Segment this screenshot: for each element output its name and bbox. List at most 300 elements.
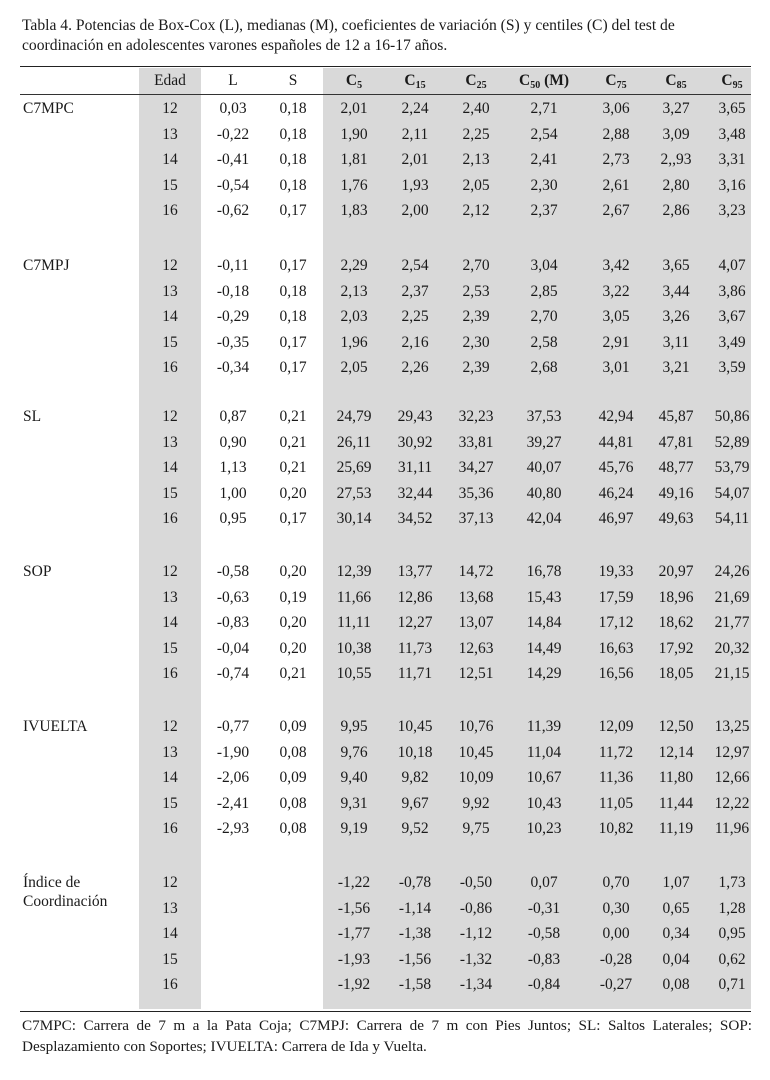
table-cell: 2,58 <box>530 333 558 351</box>
table-cell: 0,20 <box>279 563 307 580</box>
table-cell: 0,95 <box>219 510 247 527</box>
table-cell: -0,86 <box>459 899 493 917</box>
table-cell: 26,11 <box>336 433 372 451</box>
table-cell: 0,21 <box>279 408 307 425</box>
table-cell: 1,07 <box>662 874 690 891</box>
table-cell: 17,12 <box>598 614 634 631</box>
table-cell: 14,72 <box>458 563 494 580</box>
table-cell: -0,41 <box>216 151 250 168</box>
table-cell: 2,73 <box>602 151 630 168</box>
table-cell: 2,12 <box>462 202 490 219</box>
table-cell: 10,67 <box>526 769 562 786</box>
table-cell: -0,58 <box>527 925 561 942</box>
header-edad: Edad <box>154 72 186 89</box>
table-cell: 2,71 <box>530 100 558 117</box>
table-cell: 0,08 <box>279 820 307 837</box>
table-cell: 0,03 <box>219 100 247 117</box>
table-cell: 54,07 <box>714 484 750 502</box>
table-cell: -1,56 <box>337 899 371 917</box>
table-cell: 15 <box>162 176 178 194</box>
table-cell: 2,53 <box>462 282 490 300</box>
table-cell: -0,62 <box>216 202 250 219</box>
table-cell: 12,63 <box>458 639 494 657</box>
table-cell: 21,69 <box>714 588 750 606</box>
table-cell: 12,66 <box>714 769 750 786</box>
table-cell: -0,74 <box>216 665 250 682</box>
table-cell: 0,17 <box>279 510 307 527</box>
table-cell: -0,83 <box>527 950 561 968</box>
table-cell: 3,04 <box>530 257 558 274</box>
table-cell: 34,27 <box>458 459 494 476</box>
header-c25: $C_{25}$ <box>465 72 487 91</box>
table-cell: 2,11 <box>401 125 429 143</box>
table-cell: 14 <box>162 459 178 476</box>
table-cell: 2,70 <box>530 308 558 325</box>
table-cell: 13 <box>162 899 178 917</box>
table-cell: 16,56 <box>598 665 634 682</box>
table-cell: 32,44 <box>397 484 433 502</box>
table-cell: 3,09 <box>662 125 690 143</box>
table-cell: 48,77 <box>658 459 694 476</box>
table-cell: 0,19 <box>279 588 307 606</box>
table-cell: 17,59 <box>598 588 634 606</box>
table-cell: 34,52 <box>397 510 433 527</box>
table-cell: 17,92 <box>658 639 694 657</box>
table-cell: 0,04 <box>662 950 690 968</box>
header-c5: $C_5$ <box>345 72 363 91</box>
table-cell: 0,20 <box>279 614 307 631</box>
table-cell: -0,78 <box>398 874 432 891</box>
table-cell: 14,49 <box>526 639 562 657</box>
table-cell: 33,81 <box>458 433 494 451</box>
table-cell: 32,23 <box>458 408 494 425</box>
table-cell: 16 <box>162 359 178 376</box>
table-cell: 21,77 <box>714 614 750 631</box>
table-cell: 3,59 <box>718 359 746 376</box>
table-cell: 2,25 <box>462 125 490 143</box>
table-cell: 0,18 <box>279 151 307 168</box>
table-cell: 37,13 <box>458 510 494 527</box>
table-cell: 14 <box>162 151 178 168</box>
header-c85: $C_{85}$ <box>665 72 687 91</box>
table-cell: 2,05 <box>462 176 490 194</box>
table-cell: 0,62 <box>718 950 746 968</box>
table-cell: 15 <box>162 794 178 812</box>
table-cell: 2,41 <box>530 151 558 168</box>
table-cell: 3,05 <box>602 308 630 325</box>
table-cell: 3,31 <box>718 151 746 168</box>
table-cell: 3,44 <box>662 282 690 300</box>
table-cell: 0,71 <box>718 976 746 993</box>
header-c50: $C_{50}$ (M) <box>518 72 570 91</box>
table-cell: 3,16 <box>718 176 746 194</box>
table-cell: 18,62 <box>658 614 694 631</box>
table-cell: 9,19 <box>340 820 368 837</box>
table-cell: 12,97 <box>714 743 750 761</box>
table-cell: 2,54 <box>530 125 558 143</box>
table-cell: 0,87 <box>219 408 247 425</box>
table-cell: 2,16 <box>401 333 429 351</box>
table-cell: 2,86 <box>662 202 690 219</box>
table-cell: 2,03 <box>340 308 368 325</box>
table-cell: -1,56 <box>398 950 432 968</box>
table-cell: 2,39 <box>462 359 490 376</box>
table-cell: 21,15 <box>714 665 750 682</box>
table-cell: -0,58 <box>216 563 250 580</box>
table-cell: 1,93 <box>401 176 429 194</box>
table-cell: 40,07 <box>526 459 562 476</box>
table-cell: 0,07 <box>530 874 558 891</box>
table-cell: 18,96 <box>658 588 694 606</box>
table-cell: 30,14 <box>336 510 372 527</box>
table-cell: 2,01 <box>401 151 429 168</box>
table-cell: 11,36 <box>598 769 634 786</box>
header-c75: $C_{75}$ <box>605 72 627 91</box>
table-cell: -1,12 <box>459 925 493 942</box>
table-cell: 12 <box>162 257 178 274</box>
table-cell: 11,73 <box>397 639 433 657</box>
table-cell: 10,45 <box>397 718 433 735</box>
data-table <box>20 66 751 1012</box>
table-cell: -1,93 <box>337 950 371 968</box>
table-cell: 2,80 <box>662 176 690 194</box>
table-cell: 14 <box>162 769 178 786</box>
table-cell: 3,27 <box>662 100 690 117</box>
table-cell: 0,34 <box>662 925 690 942</box>
table-cell: 0,08 <box>279 743 307 761</box>
table-cell: 0,17 <box>279 257 307 274</box>
table-cell: 2,25 <box>401 308 429 325</box>
table-cell: 3,06 <box>602 100 630 117</box>
table-cell: 12,14 <box>658 743 694 761</box>
table-cell: -0,84 <box>527 976 561 993</box>
table-cell: 4,07 <box>718 257 746 274</box>
table-cell: 2,37 <box>530 202 558 219</box>
table-cell: 15 <box>162 484 178 502</box>
table-cell: -1,32 <box>459 950 493 968</box>
table-cell: 11,80 <box>658 769 694 786</box>
table-cell: 3,65 <box>718 100 746 117</box>
table-cell: 52,89 <box>714 433 750 451</box>
table-cell: 0,17 <box>279 333 307 351</box>
table-cell: 0,65 <box>662 899 690 917</box>
table-cell: 11,11 <box>337 614 371 631</box>
table-cell: 30,92 <box>397 433 433 451</box>
table-cell: 40,80 <box>526 484 562 502</box>
table-cell: 2,67 <box>602 202 630 219</box>
table-cell: -1,14 <box>398 899 432 917</box>
table-cell: 18,05 <box>658 665 694 682</box>
table-cell: 9,76 <box>340 743 368 761</box>
table-cell: -1,34 <box>459 976 493 993</box>
table-cell: 13,25 <box>714 718 750 735</box>
table-cell: 27,53 <box>336 484 372 502</box>
table-cell: 45,87 <box>658 408 694 425</box>
table-cell: 1,13 <box>219 459 247 476</box>
table-cell: 15 <box>162 950 178 968</box>
table-cell: 49,16 <box>658 484 694 502</box>
table-cell: 13,68 <box>458 588 494 606</box>
table-cell: 2,26 <box>401 359 429 376</box>
table-cell: 53,79 <box>714 459 750 476</box>
table-cell: 2,00 <box>401 202 429 219</box>
table-cell: 31,11 <box>397 459 433 476</box>
table-cell: 10,76 <box>458 718 494 735</box>
table-cell: 11,96 <box>714 820 750 837</box>
table-cell: 0,18 <box>279 100 307 117</box>
table-cell: 2,91 <box>602 333 630 351</box>
table-cell: 0,00 <box>602 925 630 942</box>
table-cell: 15 <box>162 639 178 657</box>
table-cell: 20,32 <box>714 639 750 657</box>
table-cell: 12,22 <box>714 794 750 812</box>
table-cell: 0,18 <box>279 125 307 143</box>
table-cell: 3,22 <box>602 282 630 300</box>
table-cell: 9,82 <box>401 769 429 786</box>
table-cell: 2,70 <box>462 257 490 274</box>
table-cell: 2,37 <box>401 282 429 300</box>
table-cell: 11,72 <box>598 743 634 761</box>
table-cell: -1,90 <box>216 743 250 761</box>
table-cell: 15,43 <box>526 588 562 606</box>
table-cell: -0,28 <box>599 950 633 968</box>
table-cell: 0,09 <box>279 718 307 735</box>
table-cell: 16 <box>162 202 178 219</box>
table-cell: -1,92 <box>337 976 371 993</box>
table-cell: 14,84 <box>526 614 562 631</box>
table-cell: 13,77 <box>397 563 433 580</box>
table-cell: 12 <box>162 408 178 425</box>
table-cell: 1,00 <box>219 484 247 502</box>
table-cell: 2,54 <box>401 257 429 274</box>
table-cell: -1,58 <box>398 976 432 993</box>
table-cell: 13 <box>162 282 178 300</box>
table-cell: 24,79 <box>336 408 372 425</box>
table-cell: -0,77 <box>216 718 250 735</box>
row-group-label: IVUELTA <box>23 718 88 735</box>
table-cell: -0,63 <box>216 588 250 606</box>
table-cell: -1,38 <box>398 925 432 942</box>
table-cell: 13,07 <box>458 614 494 631</box>
table-cell: 10,45 <box>458 743 494 761</box>
table-cell: 9,92 <box>462 794 490 812</box>
table-cell: 12 <box>162 718 178 735</box>
table-cell: 19,33 <box>598 563 634 580</box>
table-cell: -1,22 <box>337 874 371 891</box>
table-cell: 9,95 <box>340 718 368 735</box>
table-cell: 12 <box>162 100 178 117</box>
table-cell: 1,73 <box>718 874 746 891</box>
table-cell: 0,17 <box>279 202 307 219</box>
table-cell: 2,39 <box>462 308 490 325</box>
table-cell: 11,39 <box>526 718 562 735</box>
row-group-label: C7MPJ <box>23 257 70 274</box>
table-cell: 14 <box>162 925 178 942</box>
table-cell: 13 <box>162 433 178 451</box>
table-cell: 46,97 <box>598 510 634 527</box>
row-group-label: SL <box>23 408 42 425</box>
table-cell: 12,51 <box>458 665 494 682</box>
table-cell: 0,17 <box>279 359 307 376</box>
table-cell: 1,81 <box>340 151 368 168</box>
table-cell: -0,18 <box>216 282 250 300</box>
table-cell: 0,21 <box>279 459 307 476</box>
table-cell: 11,19 <box>658 820 694 837</box>
table-cell: 11,44 <box>658 794 694 812</box>
table-cell: 24,26 <box>714 563 750 580</box>
table-cell: 9,67 <box>401 794 429 812</box>
table-cell: 2,68 <box>530 359 558 376</box>
table-cell: 2,13 <box>340 282 368 300</box>
table-cell: 2,29 <box>340 257 368 274</box>
table-cell: 2,88 <box>602 125 630 143</box>
table-cell: 10,82 <box>598 820 634 837</box>
table-cell: 3,48 <box>718 125 746 143</box>
table-cell: 2,30 <box>462 333 490 351</box>
table-cell: 14 <box>162 614 178 631</box>
table-cell: 37,53 <box>526 408 562 425</box>
table-cell: 10,09 <box>458 769 494 786</box>
table-cell: 12 <box>162 874 178 891</box>
table-cell: 0,70 <box>602 874 630 891</box>
table-cell: 0,20 <box>279 484 307 502</box>
table-cell: 14,29 <box>526 665 562 682</box>
table-cell: 10,38 <box>336 639 372 657</box>
table-cell: 0,18 <box>279 176 307 194</box>
table-cell: 1,96 <box>340 333 368 351</box>
table-cell: 12 <box>162 563 178 580</box>
table-cell: 12,27 <box>397 614 433 631</box>
table-cell: 9,40 <box>340 769 368 786</box>
table-cell: 0,08 <box>279 794 307 812</box>
table-cell: 3,01 <box>602 359 630 376</box>
table-cell: 2,61 <box>602 176 630 194</box>
table-cell: -0,27 <box>599 976 633 993</box>
table-cell: 11,05 <box>598 794 634 812</box>
row-group-label: C7MPC <box>23 100 74 117</box>
table-cell: 11,71 <box>397 665 433 682</box>
table-cell: 46,24 <box>598 484 634 502</box>
row-group-label: SOP <box>23 563 52 580</box>
table-cell: 12,39 <box>336 563 372 580</box>
table-cell: 14 <box>162 308 178 325</box>
table-cell: 9,31 <box>340 794 368 812</box>
table-cell: 44,81 <box>598 433 634 451</box>
table-cell: -0,11 <box>217 257 249 274</box>
table-cell: -0,34 <box>216 359 250 376</box>
table-cell: -2,06 <box>216 769 250 786</box>
table-title: Tabla 4. Potencias de Box-Cox (L), medianas (M), coeficientes de variación (S) y centiles (C) del test de coordinación en adolescentes varones españoles de 12 a 16-17 años. <box>22 17 675 54</box>
header-c95: $C_{95}$ <box>721 72 743 91</box>
table-cell: 16,63 <box>598 639 634 657</box>
table-cell: 0,21 <box>279 433 307 451</box>
table-cell: 1,90 <box>340 125 368 143</box>
row-group-label: Índice de Coordinación <box>23 874 108 910</box>
table-cell: 25,69 <box>336 459 372 476</box>
table-cell: 3,11 <box>662 333 690 351</box>
table-cell: -0,29 <box>216 308 250 325</box>
table-cell: 2,85 <box>530 282 558 300</box>
table-cell: 0,18 <box>279 308 307 325</box>
table-footnote: C7MPC: Carrera de 7 m a la Pata Coja; C7MPJ: Carrera de 7 m con Pies Juntos; SL: Saltos Laterales; SOP: Desplazamiento con Soportes; IVUELTA: Carrera de Ida y Vuelta. <box>22 1017 752 1055</box>
table-cell: 0,30 <box>602 899 630 917</box>
table-cell: 35,36 <box>458 484 494 502</box>
table-cell: 3,65 <box>662 257 690 274</box>
table-cell: 16 <box>162 976 178 993</box>
table-cell: -0,04 <box>216 639 250 657</box>
table-cell: 16 <box>162 820 178 837</box>
header-l: L <box>228 72 238 89</box>
table-cell: 2,40 <box>462 100 490 117</box>
table-cell: -2,41 <box>216 794 250 812</box>
table-cell: 16 <box>162 665 178 682</box>
table-cell: -0,35 <box>216 333 250 351</box>
table-cell: 16 <box>162 510 178 527</box>
table-cell: 3,42 <box>602 257 630 274</box>
table-cell: 39,27 <box>526 433 562 451</box>
table-cell: 10,55 <box>336 665 372 682</box>
table-cell: 49,63 <box>658 510 694 527</box>
table-cell: 11,66 <box>336 588 372 606</box>
table-cell: 13 <box>162 743 178 761</box>
table-cell: 42,04 <box>526 510 562 527</box>
table-cell: -1,77 <box>337 925 371 942</box>
table-cell: 16,78 <box>526 563 562 580</box>
table-cell: 47,81 <box>658 433 694 451</box>
table-cell: 42,94 <box>598 408 634 425</box>
table-cell: 9,75 <box>462 820 490 837</box>
table-cell: 13 <box>162 588 178 606</box>
header-s: S <box>288 72 298 89</box>
table-cell: 50,86 <box>714 408 750 425</box>
table-cell: 3,23 <box>718 202 746 219</box>
table-cell: -0,50 <box>459 874 493 891</box>
table-cell: 12,50 <box>658 718 694 735</box>
table-cell: 45,76 <box>598 459 634 476</box>
table-cell: 13 <box>162 125 178 143</box>
table-cell: 0,21 <box>279 665 307 682</box>
table-cell: 0,20 <box>279 639 307 657</box>
table-cell: 2,,93 <box>660 151 692 168</box>
table-cell: 29,43 <box>397 408 433 425</box>
table-cell: 0,18 <box>279 282 307 300</box>
table-cell: 0,95 <box>718 925 746 942</box>
table-cell: 10,23 <box>526 820 562 837</box>
table-cell: 11,04 <box>526 743 562 761</box>
table-cell: 10,18 <box>397 743 433 761</box>
table-cell: 1,76 <box>340 176 368 194</box>
table-cell: 1,83 <box>340 202 368 219</box>
table-cell: 3,49 <box>718 333 746 351</box>
table-cell: 10,43 <box>526 794 562 812</box>
table-cell: 15 <box>162 333 178 351</box>
table-cell: -0,54 <box>216 176 250 194</box>
table-cell: 2,13 <box>462 151 490 168</box>
table-cell: 2,30 <box>530 176 558 194</box>
table-cell: 2,05 <box>340 359 368 376</box>
table-cell: -0,31 <box>527 899 561 917</box>
table-cell: 2,01 <box>340 100 368 117</box>
table-cell: -0,83 <box>216 614 250 631</box>
table-cell: 3,21 <box>662 359 690 376</box>
table-cell: 0,90 <box>219 433 247 451</box>
table-cell: 1,28 <box>718 899 746 917</box>
table-cell: 0,08 <box>662 976 690 993</box>
table-cell: 0,09 <box>279 769 307 786</box>
table-cell: 20,97 <box>658 563 694 580</box>
table-cell: 9,52 <box>401 820 429 837</box>
table-cell: 54,11 <box>714 510 750 527</box>
